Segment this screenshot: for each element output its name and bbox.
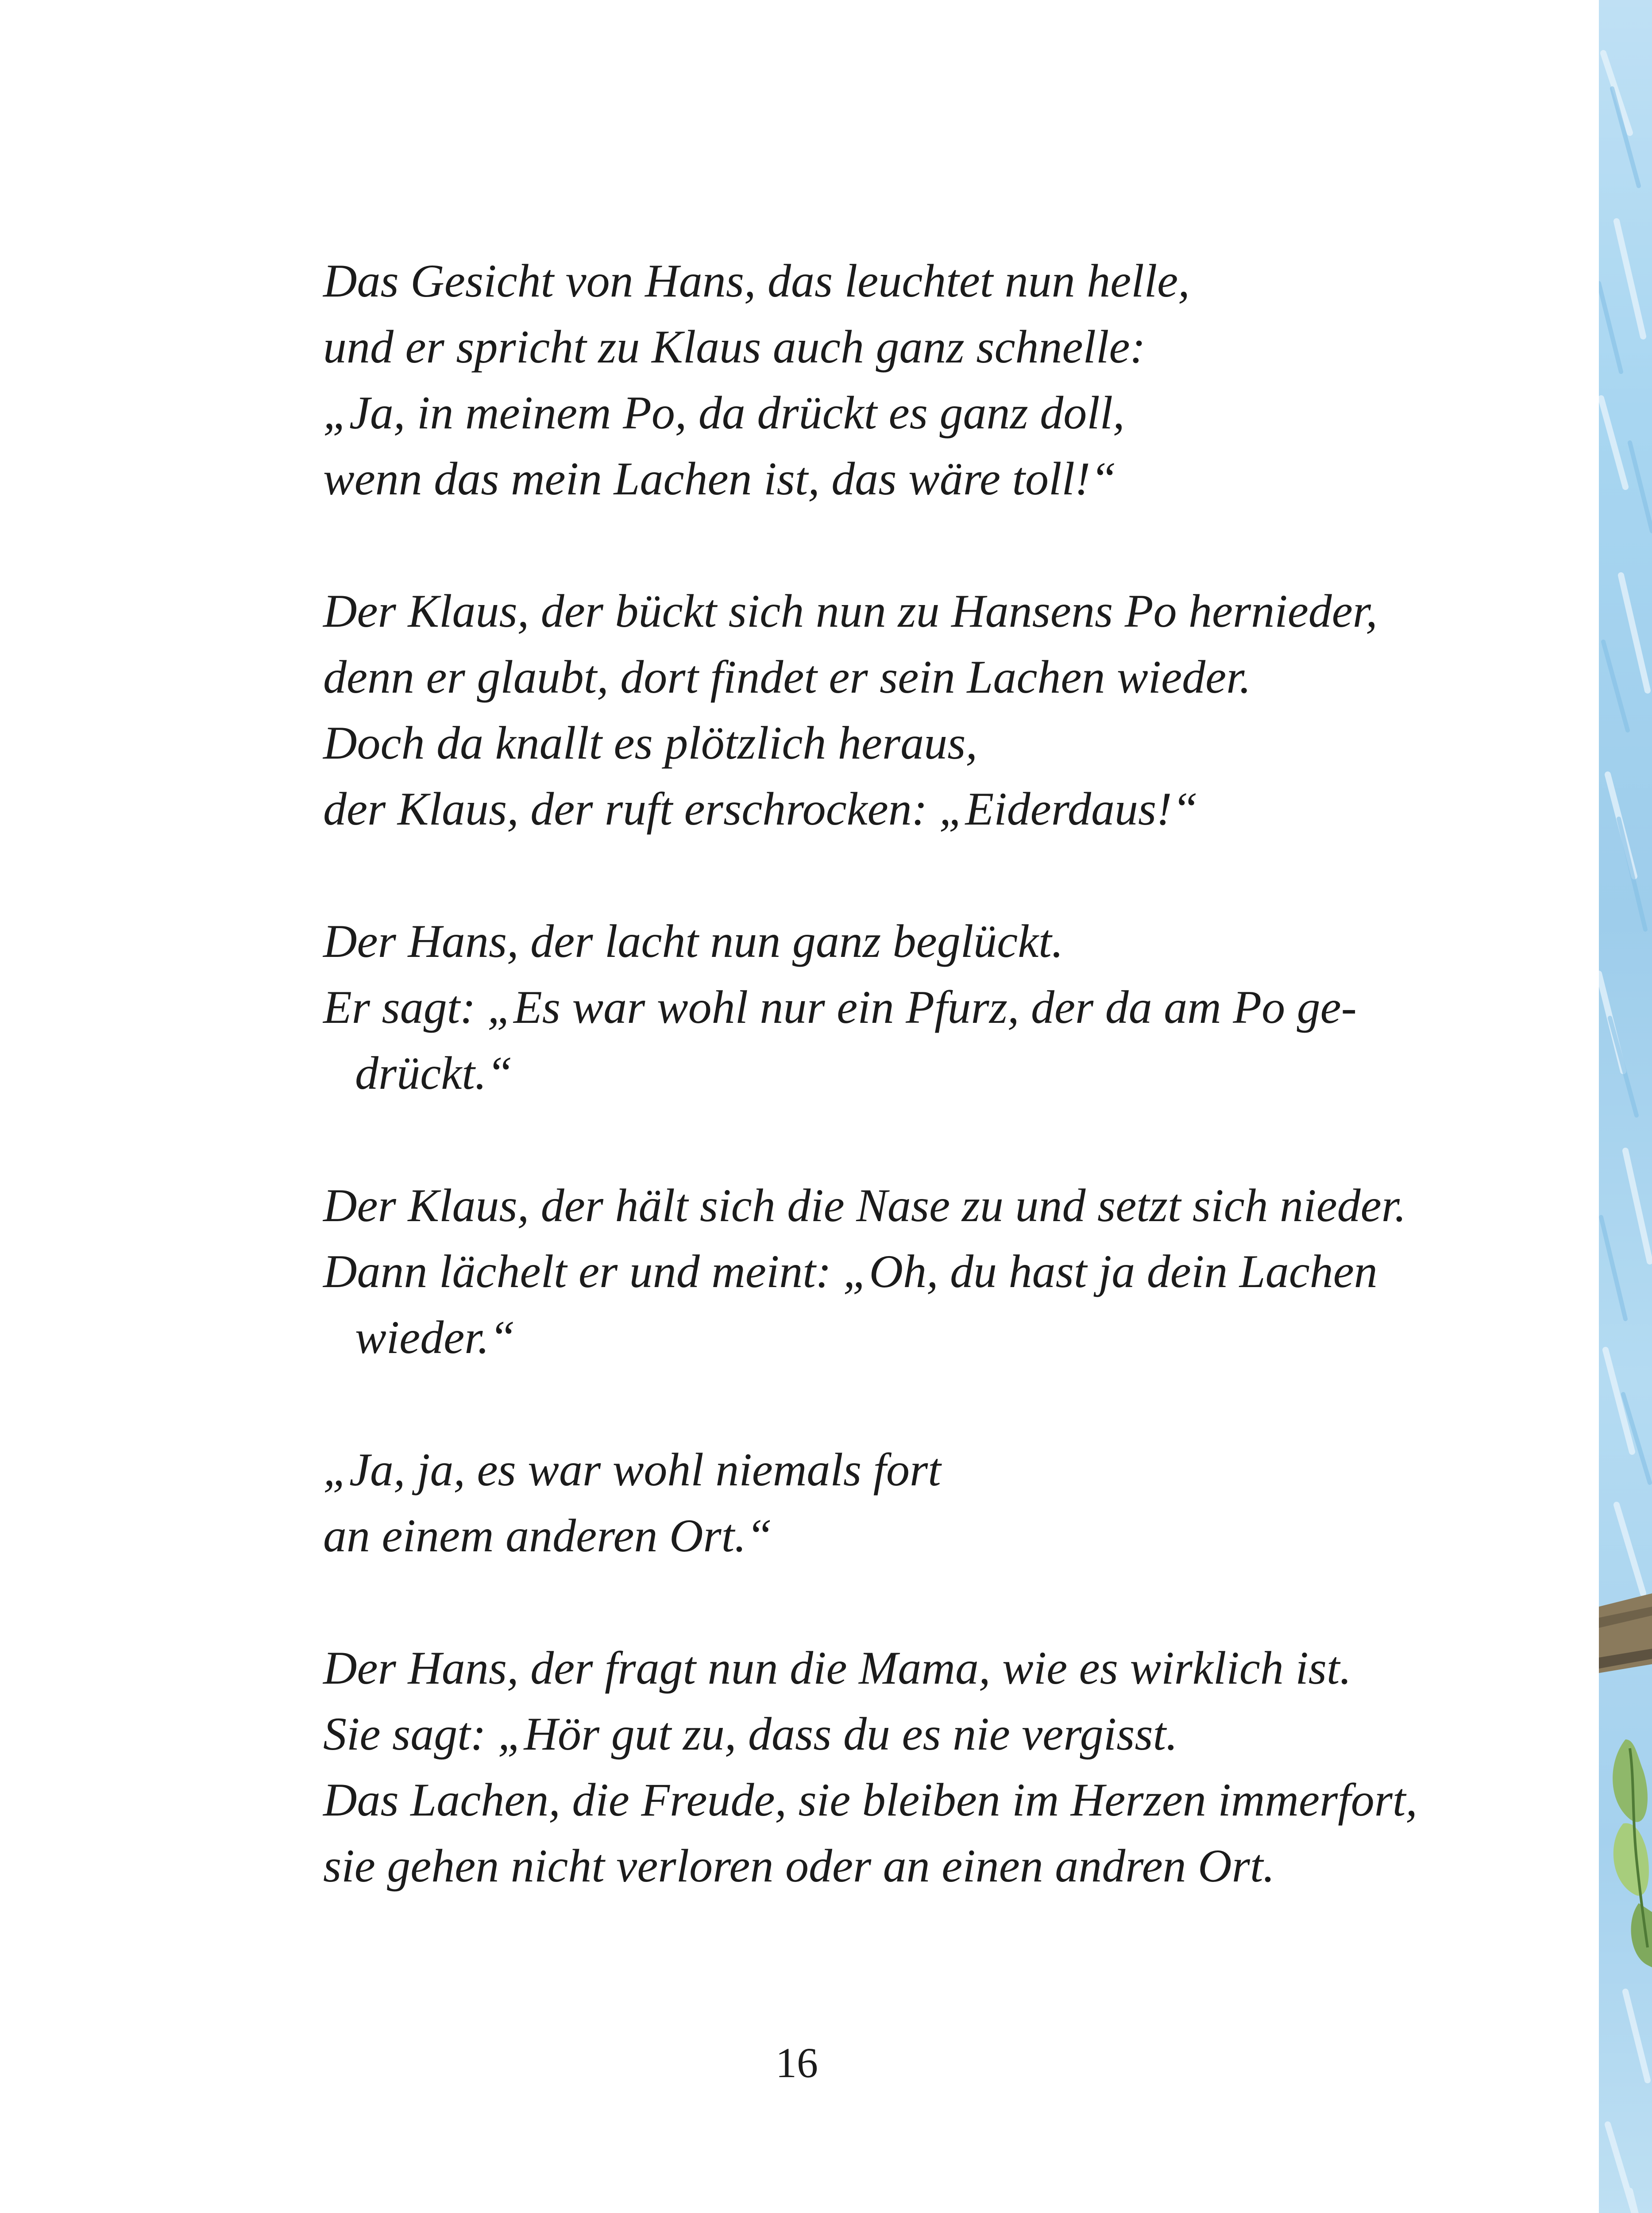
poem-line: an einem anderen Ort.“ xyxy=(323,1510,772,1561)
poem-text xyxy=(323,248,1421,1965)
poem-line: Sie sagt: „Hör gut zu, dass du es nie vergisst. xyxy=(323,1708,1178,1760)
stanza xyxy=(323,908,1421,1106)
stanza xyxy=(323,1437,1421,1569)
poem-line: Der Hans, der fragt nun die Mama, wie es wirklich ist. xyxy=(323,1642,1351,1694)
poem-line: „Ja, in meinem Po, da drückt es ganz doll, xyxy=(323,387,1125,439)
stanza xyxy=(323,578,1421,842)
poem-line: wenn das mein Lachen ist, das wäre toll!“ xyxy=(323,453,1117,505)
poem-line: denn er glaubt, dort findet er sein Lachen wieder. xyxy=(323,651,1251,703)
page-number: 16 xyxy=(776,2039,818,2086)
poem-line: „Ja, ja, es war wohl niemals fort xyxy=(323,1444,941,1496)
poem-line: Der Hans, der lacht nun ganz beglückt. xyxy=(323,915,1064,967)
poem-line: Der Klaus, der hält sich die Nase zu und setzt sich nieder. xyxy=(323,1180,1406,1231)
poem-line: Das Lachen, die Freude, sie bleiben im Herzen immerfort, xyxy=(323,1774,1417,1826)
poem-line: Der Klaus, der bückt sich nun zu Hansens Po hernieder, xyxy=(323,585,1378,637)
poem-line: Er sagt: „Es war wohl nur ein Pfurz, der da am Po ge- xyxy=(323,981,1357,1033)
poem-line: Das Gesicht von Hans, das leuchtet nun helle, xyxy=(323,255,1190,307)
watercolor-illustration xyxy=(1599,0,1652,2213)
poem-line-continuation: drückt.“ xyxy=(355,1047,513,1099)
poem-line: Doch da knallt es plötzlich heraus, xyxy=(323,717,977,769)
stanza xyxy=(323,1635,1421,1899)
poem-line: und er spricht zu Klaus auch ganz schnelle: xyxy=(323,321,1146,373)
stanza xyxy=(323,248,1421,512)
stanza xyxy=(323,1172,1421,1370)
poem-line: der Klaus, der ruft erschrocken: „Eiderdaus!“ xyxy=(323,783,1198,835)
poem-line: Dann lächelt er und meint: „Oh, du hast ja dein Lachen xyxy=(323,1245,1378,1297)
illustration-edge xyxy=(1599,0,1652,2213)
poem-line-continuation: wieder.“ xyxy=(355,1311,516,1363)
poem-line: sie gehen nicht verloren oder an einen andren Ort. xyxy=(323,1840,1275,1892)
